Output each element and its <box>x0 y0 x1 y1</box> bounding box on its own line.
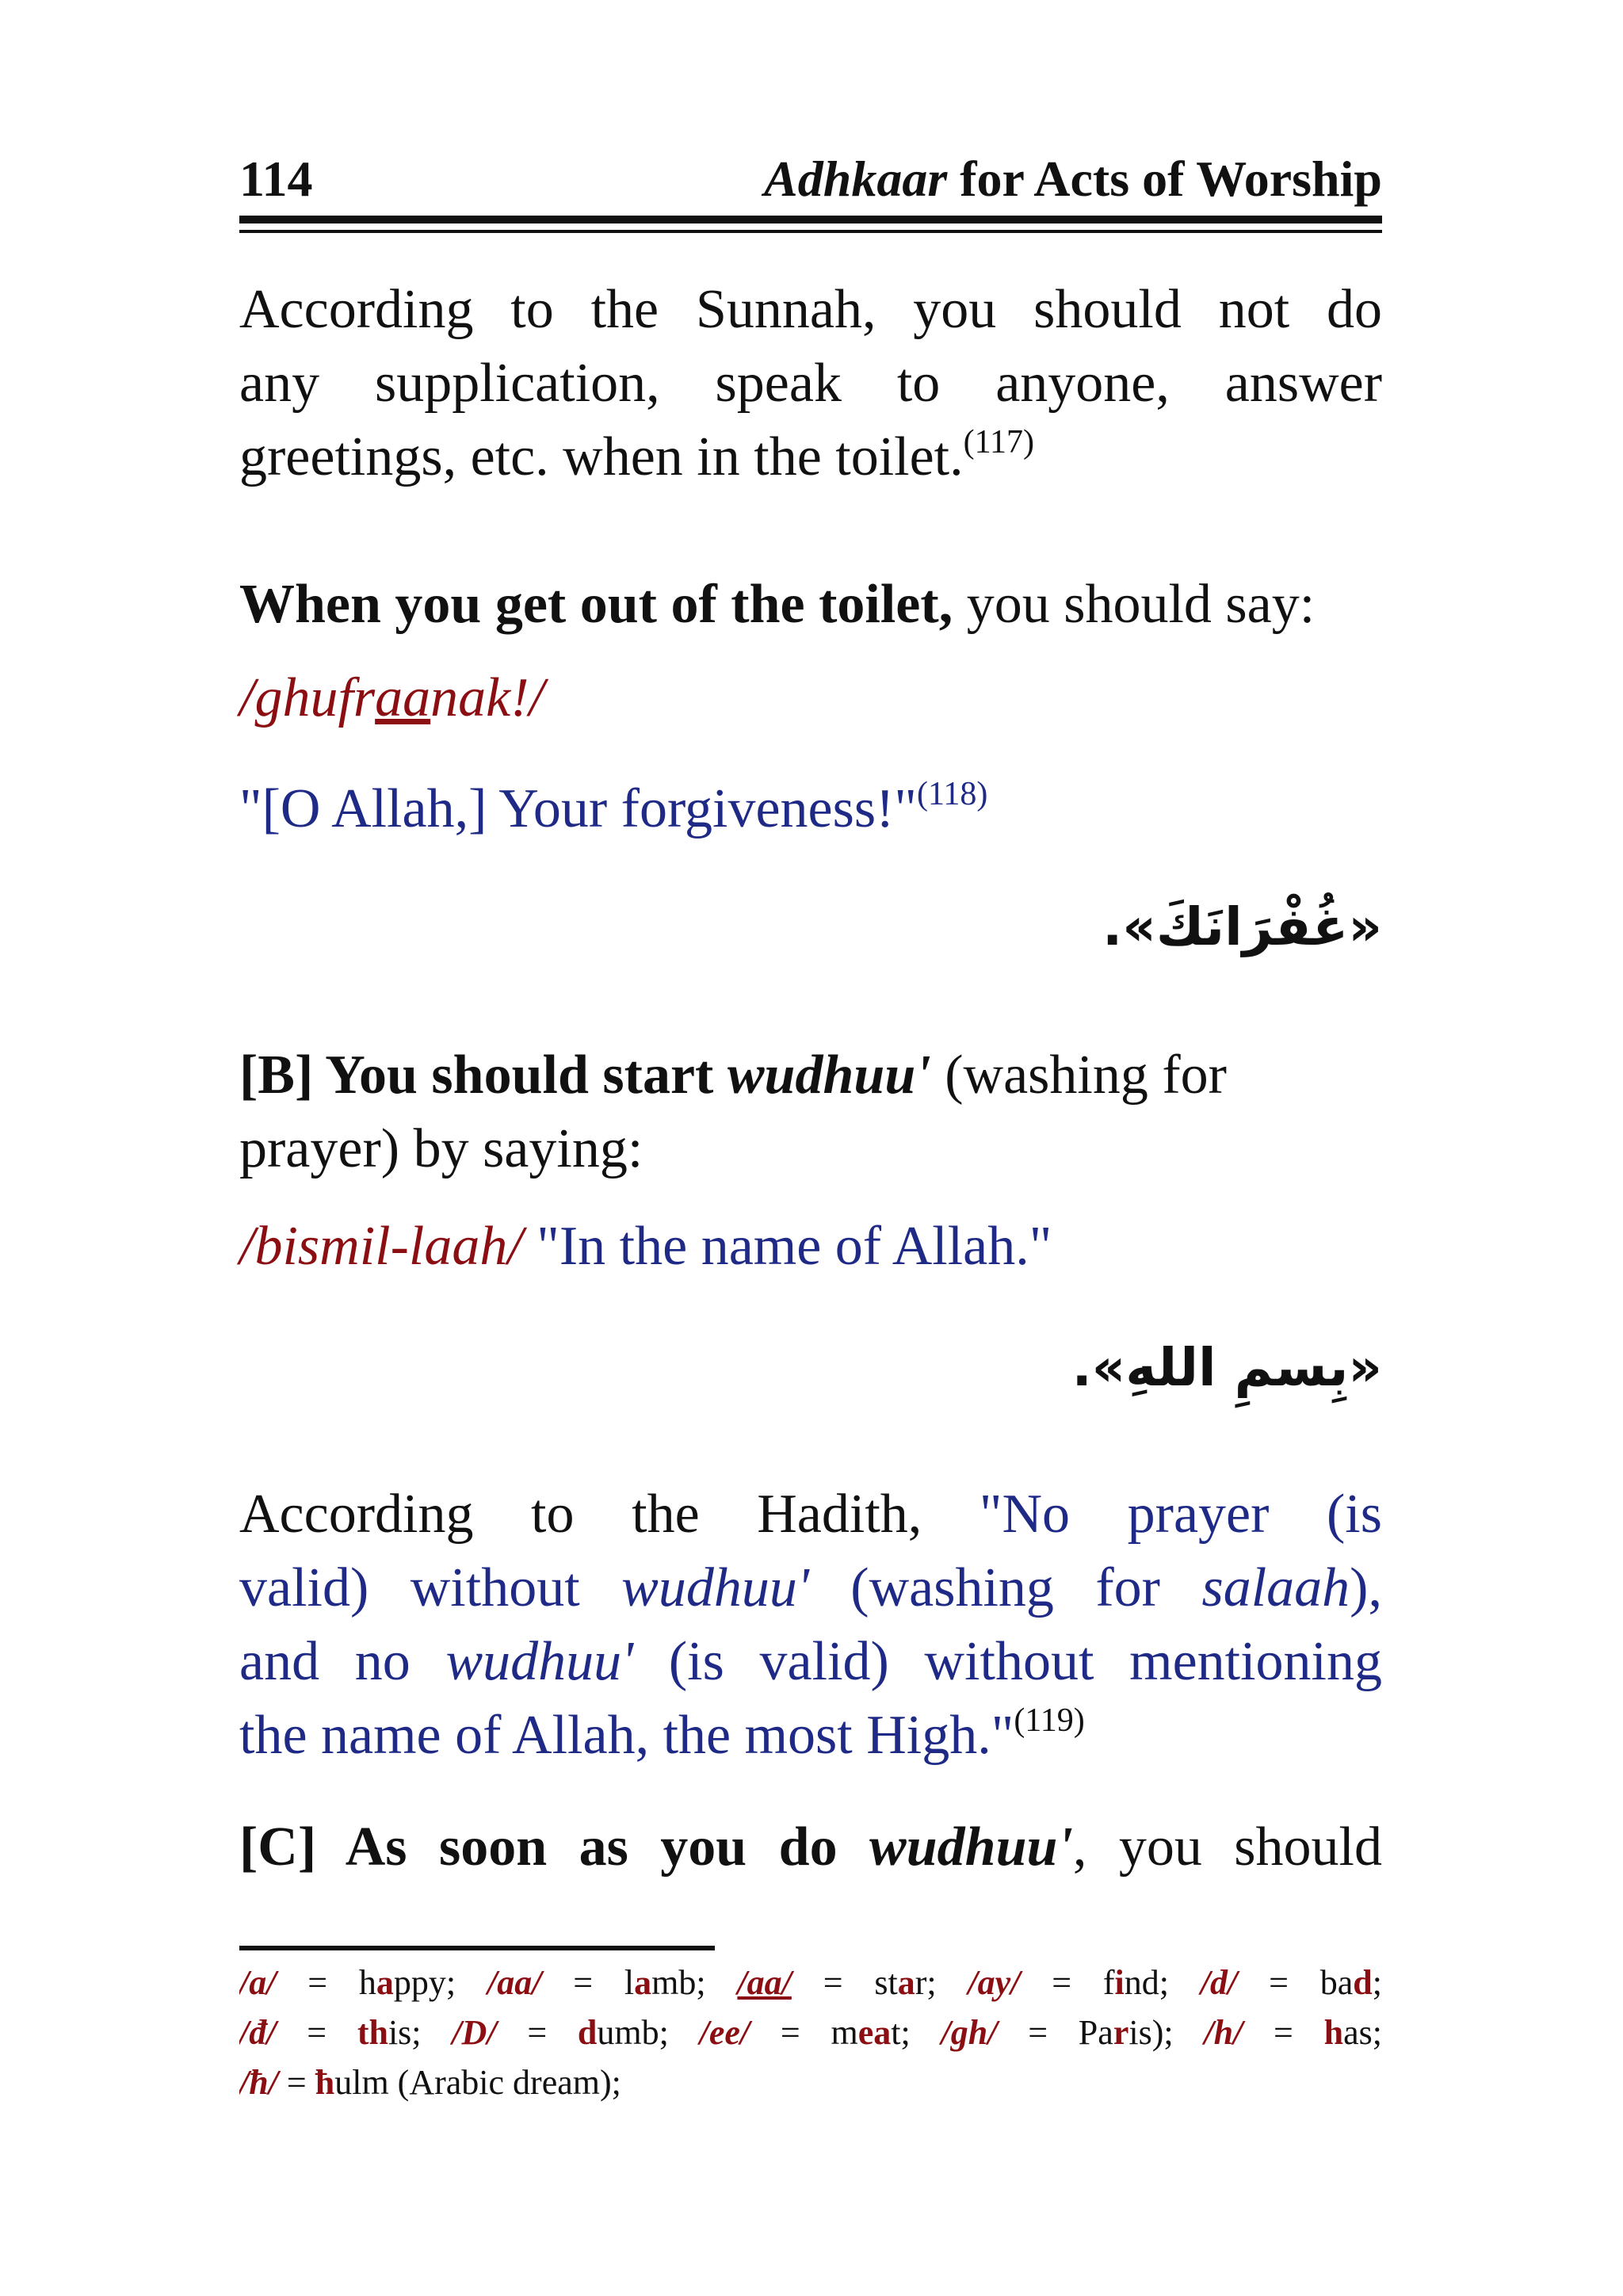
example: = l <box>541 1963 635 2002</box>
paragraph-toilet-etiquette <box>239 273 1382 494</box>
hadith-paragraph <box>239 1477 1382 1772</box>
translit-part: /ghufr <box>239 667 376 728</box>
example: = h <box>276 1963 376 2002</box>
example-highlight: ħ <box>315 2063 335 2102</box>
quote-italic: salaah <box>1201 1557 1350 1618</box>
text-line: prayer) by saying: <box>239 1118 643 1179</box>
quote-text: (is valid) without mentioning <box>633 1631 1382 1692</box>
translation-text: "[O Allah,] Your forgiveness!" <box>239 778 917 839</box>
example: as; <box>1343 2013 1382 2052</box>
toilet-exit-heading <box>239 567 1382 641</box>
example: = ba <box>1237 1963 1354 2002</box>
book-title-rest: for Acts of Worship <box>947 151 1382 207</box>
bold-lead: When you get out of the toilet, <box>239 574 953 635</box>
running-head <box>239 147 1382 211</box>
text-line <box>239 1625 1382 1698</box>
example: = m <box>750 2013 858 2052</box>
symbol: /đ/ <box>239 2013 277 2052</box>
book-title <box>764 147 1382 211</box>
text-line: According to the Sunnah, you should not do <box>239 279 1382 340</box>
footnote-ref: (119) <box>1014 1702 1085 1739</box>
example: = Pa <box>997 2013 1113 2052</box>
quote-text: the name of Allah, the most High." <box>239 1705 1014 1766</box>
footnote-line <box>239 2008 1382 2057</box>
example-highlight: r <box>1113 2013 1129 2052</box>
page-number: 114 <box>239 151 313 207</box>
translation-forgiveness <box>239 772 1382 846</box>
section-b-paragraph <box>239 1038 1382 1186</box>
text-segment: (washing for <box>930 1045 1227 1106</box>
footnote-line <box>239 2057 1382 2107</box>
example: = <box>496 2013 578 2052</box>
example: umb; <box>597 2013 700 2052</box>
example: = f <box>1020 1963 1115 2002</box>
translation-bismillah: "In the name of Allah." <box>522 1216 1052 1277</box>
quote-text: "No prayer (is <box>979 1484 1382 1545</box>
bismillah-line <box>239 1209 1382 1283</box>
example-highlight: d <box>1353 1963 1373 2002</box>
footnote-ref: (117) <box>963 424 1035 460</box>
example-highlight: d <box>577 2013 598 2052</box>
bold-italic-text: wudhuu' <box>869 1817 1073 1878</box>
example: = st <box>791 1963 898 2002</box>
symbol: /gh/ <box>941 2013 998 2052</box>
example: = <box>277 2063 315 2102</box>
quote-text: (washing for <box>808 1557 1202 1618</box>
footnote-ref: (118) <box>916 776 988 812</box>
text-line <box>239 1551 1382 1625</box>
symbol: /aa/ <box>737 1963 792 2002</box>
arabic-bismillah: «بِسمِ اللهِ». <box>1071 1337 1382 1398</box>
quote-text: ), <box>1350 1557 1382 1618</box>
footnote-line <box>239 1958 1382 2008</box>
text-line <box>239 1698 1382 1772</box>
symbol: /aa/ <box>487 1963 542 2002</box>
symbol: /ee/ <box>699 2013 750 2052</box>
symbol: /ħ/ <box>239 2063 278 2102</box>
lead-rest: you should say: <box>953 574 1316 635</box>
example-highlight: th <box>357 2013 388 2052</box>
text-segment: , you should <box>1072 1817 1382 1878</box>
example: = <box>276 2013 357 2052</box>
quote-text: valid) without <box>239 1557 622 1618</box>
text-line <box>239 1038 1382 1112</box>
example: = <box>1243 2013 1324 2052</box>
pronunciation-key-footnote <box>239 1958 1382 2107</box>
example: is; <box>388 2013 453 2052</box>
quote-italic: wudhuu' <box>621 1557 809 1618</box>
symbol: /a/ <box>239 1963 277 2002</box>
example: r; <box>915 1963 968 2002</box>
translit-part: nak!/ <box>430 667 544 728</box>
text-line: any supplication, speak to anyone, answer <box>239 353 1382 414</box>
example-highlight: a <box>376 1963 394 2002</box>
example: mb; <box>651 1963 738 2002</box>
example-highlight: h <box>1323 2013 1344 2052</box>
text-segment: According to the Hadith, <box>239 1484 980 1545</box>
example-highlight: ea <box>857 2013 892 2052</box>
example: t; <box>891 2013 941 2052</box>
book-title-italic: Adhkaar <box>764 151 948 207</box>
section-c-paragraph <box>239 1810 1382 1884</box>
example: ; <box>1372 1963 1382 2002</box>
arabic-ghufraanak: «غُفْرَانَكَ». <box>1102 896 1382 957</box>
example-highlight: a <box>634 1963 652 2002</box>
text-line <box>239 420 1382 494</box>
example: is); <box>1128 2013 1205 2052</box>
example-highlight: i <box>1114 1963 1125 2002</box>
header-rule-thin <box>239 230 1382 233</box>
bold-text: [C] As soon as you do <box>239 1817 870 1878</box>
footnote-rule <box>239 1946 715 1950</box>
text-line <box>239 1477 1382 1551</box>
transliteration-ghufraanak <box>239 661 1382 735</box>
symbol: /d/ <box>1200 1963 1238 2002</box>
example-highlight: a <box>897 1963 915 2002</box>
translit-underlined: aa <box>375 667 431 728</box>
symbol: /h/ <box>1204 2013 1243 2052</box>
header-rule-thick <box>239 216 1382 223</box>
transliteration-bismillah: /bismil-laah/ <box>239 1216 523 1277</box>
symbol: /D/ <box>452 2013 497 2052</box>
example: nd; <box>1124 1963 1201 2002</box>
text-segment: greetings, etc. when in the toilet. <box>239 426 964 487</box>
quote-text: and no <box>239 1631 446 1692</box>
bold-italic-text: wudhuu' <box>727 1045 931 1106</box>
example: ulm (Arabic dream); <box>334 2063 621 2102</box>
example: ppy; <box>393 1963 487 2002</box>
page <box>239 0 1382 2296</box>
text-line <box>239 1810 1382 1884</box>
symbol: /ay/ <box>968 1963 1021 2002</box>
quote-italic: wudhuu' <box>445 1631 634 1692</box>
bold-text: [B] You should start <box>239 1045 727 1106</box>
